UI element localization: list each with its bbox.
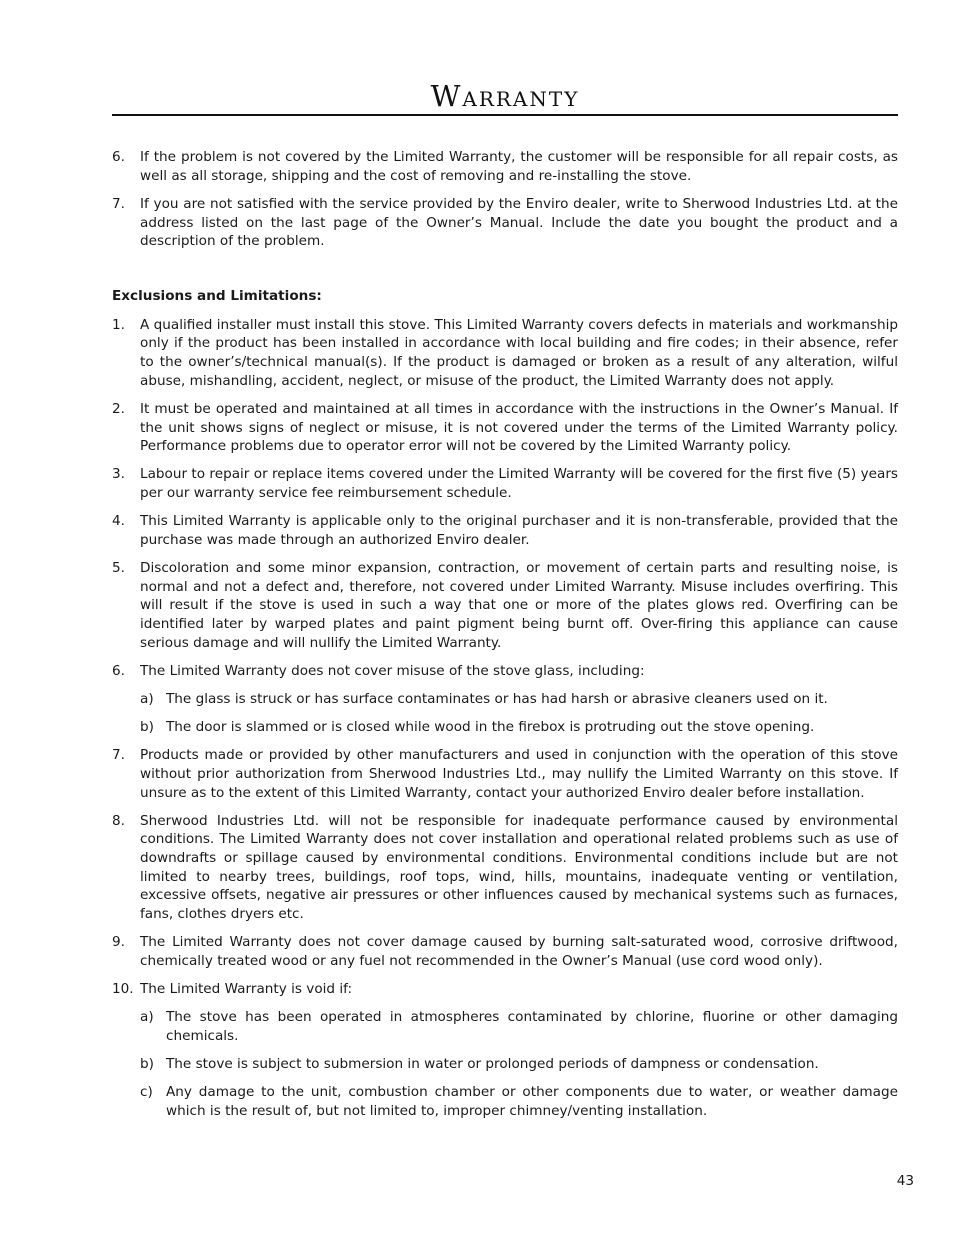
exclusions-heading: Exclusions and Limitations: [112,287,322,304]
item-text: If the problem is not covered by the Limited Warranty, the customer will be responsible for all repair costs, as well as all storage, shipping and the cost of removing and re-installing the stove. [140,149,898,184]
list-item [112,812,898,924]
sub-item-letter: c) [140,1083,153,1100]
item-number: 6. [112,662,125,679]
list-item [112,512,898,549]
item-text: Products made or provided by other manufacturers and used in conjunction with the operation of this stove without prior authorization from Sherwood Industries Ltd., may nullify the Limited Warranty on this stove. If unsure as to the extent of this Limited Warranty, contact your authorized Enviro dealer before installation. [140,747,898,801]
item-text: Discoloration and some minor expansion, contraction, or movement of certain parts and resulting noise, is normal and not a defect and, therefore, not covered under Limited Warranty. Misuse includes overfiring. This will result if the stove is used in such a way that one or more of the plates glows red. Overfiring can be identified later by warped plates and paint pigment being burnt off. Over-firing this appliance can cause serious damage and will nullify the Limited Warranty. [140,559,898,651]
page-number: 43 [896,1173,914,1189]
warranty-content [112,148,898,1130]
list-item [112,746,898,802]
list-item [112,148,898,185]
sub-list-item [140,690,898,709]
sub-item-letter: a) [140,690,154,707]
sub-list-item [140,1055,898,1074]
item-text: The Limited Warranty is void if: [140,981,353,997]
item-number: 6. [112,149,125,165]
sub-item-text: The glass is struck or has surface contaminates or has had harsh or abrasive cleaners used on it. [166,690,828,707]
page-title: Warranty [430,79,580,113]
item-text: It must be operated and maintained at all times in accordance with the instructions in the Owner’s Manual. If the unit shows signs of neglect or misuse, it is not covered under the terms of the Limited Warranty policy. Performance problems due to operator error will not be covered by the Limited Warranty policy. [140,400,898,455]
sub-item-text: The stove is subject to submersion in water or prolonged periods of dampness or condensation. [166,1055,819,1072]
item-number: 7. [112,747,125,764]
list-item [112,316,898,391]
sub-item-text: Any damage to the unit, combustion chamber or other components due to water, or weather damage which is the result of, but not limited to, improper chimney/venting installation. [166,1083,898,1119]
list-item [112,465,898,502]
sub-list-item [140,1008,898,1045]
item-number: 5. [112,559,125,576]
list-item [112,559,898,653]
sub-item-text: The stove has been operated in atmospheres contaminated by chlorine, fluorine or other damaging chemicals. [166,1009,898,1044]
item-text: The Limited Warranty does not cover damage caused by burning salt-saturated wood, corrosive driftwood, chemically treated wood or any fuel not recommended in the Owner’s Manual (use cord wood only). [140,934,898,969]
list-item [112,933,898,970]
item-text: Labour to repair or replace items covered under the Limited Warranty will be covered for the first five (5) years per our warranty service fee reimbursement schedule. [140,466,898,502]
list-item [112,195,898,251]
sub-list-item [140,718,898,737]
list-item [112,980,898,999]
item-text: The Limited Warranty does not cover misuse of the stove glass, including: [140,662,645,679]
item-number: 3. [112,466,125,483]
item-number: 7. [112,195,125,212]
item-text: Sherwood Industries Ltd. will not be responsible for inadequate performance caused by environmental conditions. The Limited Warranty does not cover installation and operational related problems such as use of downdrafts or spillage caused by environmental conditions. Environmental conditions include but are not limited to nearby trees, buildings, roof tops, wind, hills, mountains, inadequate venting or ventilation, excessive offsets, negative air pressures or other influences caused by mechanical systems such as furnaces, fans, clothes dryers etc. [140,812,898,923]
sub-item-text: The door is slammed or is closed while wood in the firebox is protruding out the stove opening. [166,719,815,735]
title-rule [112,114,898,116]
item-text: A qualified installer must install this stove. This Limited Warranty covers defects in materials and workmanship only if the product has been installed in accordance with local building and fire codes; in their absence, refer to the owner’s/technical manual(s). If the product is damaged or broken as a result of any alteration, wilful abuse, mishandling, accident, neglect, or misuse of the product, the Limited Warranty does not apply. [140,316,898,389]
item-number: 10. [112,981,134,997]
sub-item-letter: a) [140,1009,154,1026]
item-number: 1. [112,316,125,333]
item-text: This Limited Warranty is applicable only to the original purchaser and it is non-transferable, provided that the purchase was made through an authorized Enviro dealer. [140,513,898,548]
item-number: 2. [112,400,125,417]
sub-item-letter: b) [140,719,154,735]
item-text: If you are not satisfied with the service provided by the Enviro dealer, write to Sherwood Industries Ltd. at the address listed on the last page of the Owner’s Manual. Include the date you bought the product and a description of the problem. [140,195,898,250]
list-item [112,662,898,681]
sub-item-letter: b) [140,1055,154,1072]
sub-list-item [140,1083,898,1120]
list-item [112,400,898,456]
item-number: 4. [112,513,125,530]
item-number: 9. [112,934,125,951]
item-number: 8. [112,812,125,829]
